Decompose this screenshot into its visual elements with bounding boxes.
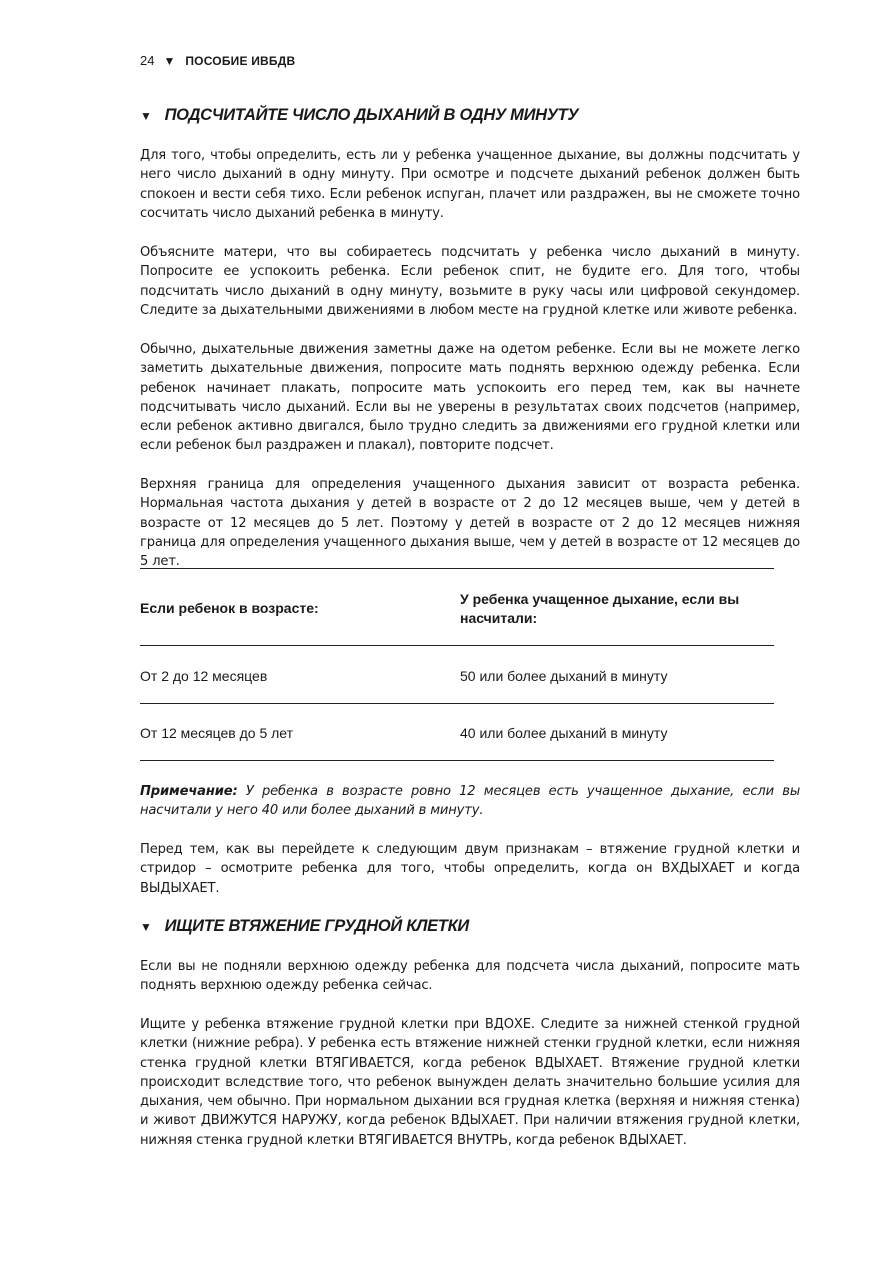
table-cell-age: От 2 до 12 месяцев: [140, 668, 268, 684]
section-heading-breath-count: [140, 106, 578, 125]
table-rule: [140, 568, 774, 569]
table-cell-rate: 40 или более дыханий в минуту: [460, 725, 668, 741]
note-text: У ребенка в возрасте ровно 12 месяцев есть учащенное дыхание, если вы насчитали у него 40 или более дыханий в минуту.: [140, 784, 801, 819]
table-cell-rate: 50 или более дыханий в минуту: [460, 668, 668, 684]
triangle-icon: ▼: [140, 108, 152, 123]
paragraph: Если вы не подняли верхнюю одежду ребенка для подсчета числа дыханий, попросите мать поднять верхнюю одежду ребенка сейчас.: [140, 959, 800, 994]
triangle-icon: ▼: [140, 919, 152, 934]
paragraph: Обычно, дыхательные движения заметны даже на одетом ребенке. Если вы не можете легко заметить дыхательные движения, попросите мать поднять верхнюю одежду ребенка. Если ребенок начинает плакать, попросите мать успокоить его перед тем, как вы начнете подсчитывать число дыханий. Если вы не уверены в результатах своих подсчетов (например, если ребенок активно двигался, было трудно следить за движениями его грудной клетки или если ребенок был раздражен и плакал), повторите подсчет.: [140, 342, 800, 454]
paragraph: Объясните матери, что вы собираетесь подсчитать у ребенка число дыханий в минуту. Попросите ее успокоить ребенка. Если ребенок спит, не будите его. Для того, чтобы подсчитать число дыханий в одну минуту, возьмите в руку часы или цифровой секундомер. Следите за дыхательными движениями в любом месте на грудной клетке или животе ребенка.: [140, 245, 800, 318]
table-rule: [140, 703, 774, 704]
paragraph: Перед тем, как вы перейдете к следующим двум признакам – втяжение грудной клетки и стридор – осмотрите ребенка для того, чтобы определить, когда он ВХДЫХАЕТ и когда ВЫДЫХАЕТ.: [140, 842, 800, 896]
note: [140, 782, 800, 821]
table-header-age: Если ребенок в возрасте:: [140, 600, 319, 616]
paragraph: Верхняя граница для определения учащенного дыхания зависит от возраста ребенка. Нормальная частота дыхания у детей в возрасте от 2 до 12 месяцев выше, чем у детей в возрасте от 12 месяцев до 5 лет. Поэтому у детей в возрасте от 2 до 12 месяцев нижняя граница для определения учащенного дыхания выше, чем у детей в возрасте от 12 месяцев до 5 лет.: [140, 477, 800, 570]
table-rule: [140, 645, 774, 646]
triangle-icon: ▼: [163, 53, 176, 68]
table-header-rate: У ребенка учащенное дыхание, если вы насчитали:: [460, 591, 740, 626]
paragraph: Для того, чтобы определить, есть ли у ребенка учащенное дыхание, вы должны подсчитать у него число дыханий в одну минуту. При осмотре и подсчете дыханий ребенок должен быть спокоен и вести себя тихо. Если ребенок испуган, плачет или раздражен, вы не сможете точно сосчитать число дыханий ребенка в минуту.: [140, 148, 800, 221]
running-header: [140, 53, 295, 68]
header-title: ПОСОБИЕ ИВБДВ: [185, 53, 296, 68]
note-label: Примечание:: [140, 784, 238, 799]
table-rule: [140, 760, 774, 761]
table-cell-age: От 12 месяцев до 5 лет: [140, 725, 294, 741]
page-number: 24: [140, 53, 155, 68]
section-heading-text: ПОДСЧИТАЙТЕ ЧИСЛО ДЫХАНИЙ В ОДНУ МИНУТУ: [164, 106, 579, 124]
section-heading-text: ИЩИТЕ ВТЯЖЕНИЕ ГРУДНОЙ КЛЕТКИ: [164, 917, 469, 935]
paragraph: Ищите у ребенка втяжение грудной клетки при ВДОХЕ. Следите за нижней стенкой грудной клетки (нижние ребра). У ребенка есть втяжение нижней стенки грудной клетки, если нижняя стенка грудной клетки ВТЯГИВАЕТСЯ, когда ребенок ВДЫХАЕТ. Втяжение грудной клетки происходит вследствие того, что ребенок вынужден делать значительно большие усилия для дыхания, чем обычно. При нормальном дыхании вся грудная клетка (верхняя и нижняя стенка) и живот ДВИЖУТСЯ НАРУЖУ, когда ребенок ВДЫХАЕТ. При наличии втяжения грудной клетки, нижняя стенка грудной клетки ВТЯГИВАЕТСЯ ВНУТРЬ, когда ребенок ВДЫХАЕТ.: [140, 1017, 800, 1148]
section-heading-chest-indrawing: [140, 917, 469, 936]
